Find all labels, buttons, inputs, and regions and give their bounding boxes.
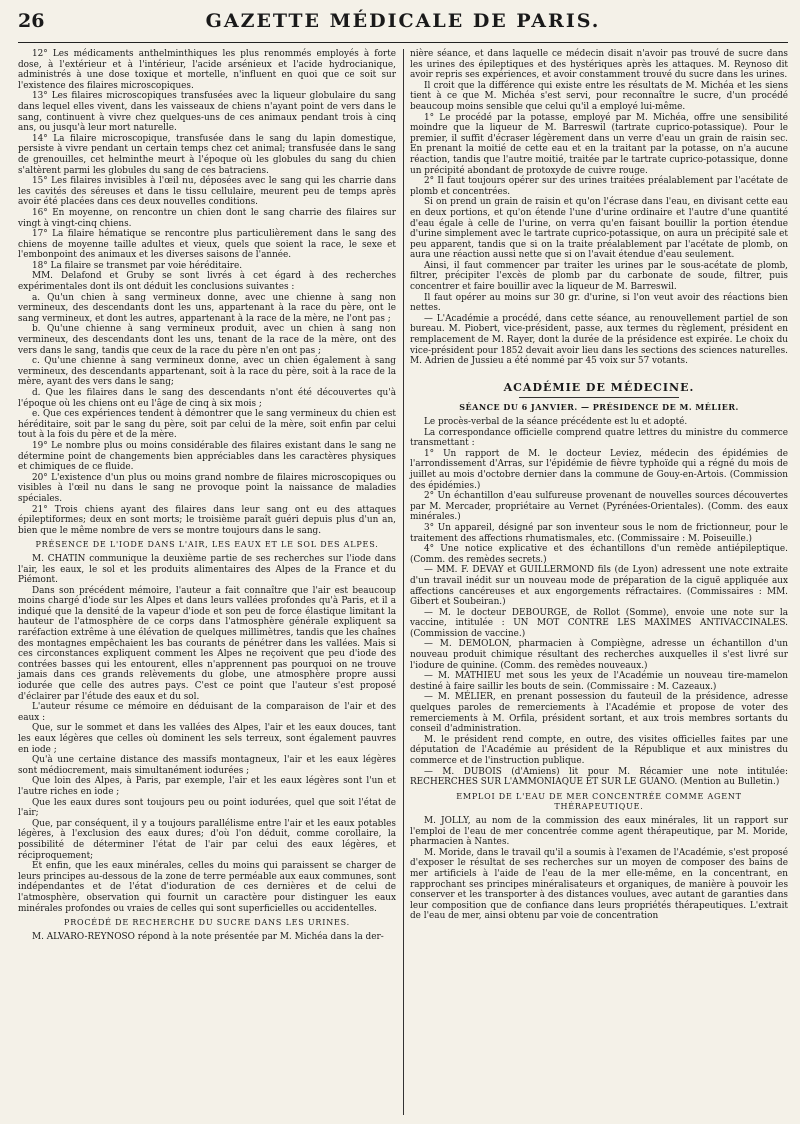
page-header [18, 10, 788, 43]
paragraph: 20° L'existence d'un plus ou moins grand nombre de filaires microscopiques ou visibles à l'œil nu dans le sang ne provoque point la naissance de maladies spéciales. [18, 472, 396, 504]
paragraph: M. CHATIN communique la deuxième partie de ses recherches sur l'iode dans l'air, les eaux, le sol et les produits alimentaires des Alpes de la France et du Piémont. [18, 553, 396, 586]
newspaper-page [18, 10, 788, 1114]
paragraph: 3° Un appareil, désigné par son inventeur sous le nom de frictionneur, pour le traitement des affections rhumatismales, etc. (Commissaire : M. Poiseuille.) [410, 522, 788, 544]
paragraph: — L'Académie a procédé, dans cette séance, au renouvellement partiel de son bureau. M. Piobert, vice-président, passe, aux termes du règlement, président en remplacement de M. Rayer, dont la durée de la présidence est expirée. Le choix du vice-président pour 1852 devait avoir lieu dans les sections des sciences naturelles. M. Adrien de Jussieu a été nommé par 45 voix sur 57 votants. [410, 313, 788, 367]
journal-title: GAZETTE MÉDICALE DE PARIS. [205, 10, 601, 32]
section-heading: EMPLOI DE L'EAU DE MER CONCENTRÉE COMME AGENT THÉRAPEUTIQUE. [456, 791, 742, 812]
page-number: 26 [18, 10, 45, 32]
column-divider [403, 49, 404, 1115]
divider [519, 397, 679, 398]
paragraph: Si on prend un grain de raisin et qu'on l'écrase dans l'eau, en divisant cette eau en deux portions, et qu'on étende l'une d'urine ordinaire et l'autre d'une quantité d'eau égale à celle de l'urine, on verra qu'en faisant bouillir la portion étendue d'urine simplement avec le tartrate cuprico-potassique, on aura un précipité sale et peu apparent, tandis que si on la traite préalablement par l'acétate de plomb, on aura une réaction aussi nette que si on l'avait étendue d'eau seulement. [410, 197, 788, 261]
paragraph: 15° Les filaires invisibles à l'œil nu, déposées avec le sang qui les charrie dans les cavités des séreuses et dans le tissu cellulaire, meurent peu de temps après avoir été placées dans ces deux nouvelles conditions. [18, 176, 396, 208]
paragraph: b. Qu'une chienne à sang vermineux produit, avec un chien à sang non vermineux, des descendants dont les uns, tenant de la race de la mère, ont des vers dans le sang, tandis que ceux de la race du père n'en ont pas ; [18, 324, 396, 356]
section-heading: PRÉSENCE DE L'IODE DANS L'AIR, LES EAUX ET LE SOL DES ALPES. [35, 540, 379, 550]
paragraph: Dans son précédent mémoire, l'auteur a fait connaître que l'air est beaucoup moins chargé d'iode sur les Alpes et dans leurs vallées profondes qu'à Paris, et il a indiqué que la densité de la vapeur d'iode et son peu de force élastique limitant la hauteur de l'atmosphère de ce corps dans l'atmosphère générale expliquent sa raréfaction extrême à une élévation de quelques millimètres, tandis que les chaînes des montagnes empêchaient les bas courants de pénétrer dans les vallées. Mais si ces circonstances expliquent comment les Alpes ne reçoivent que peu d'iode des contrées basses qui les entourent, elles n'apprennent pas pourquoi on ne trouve jamais dans ces grands relèvements du globe, une atmosphère propre aussi iodurée que celle des autres pays. C'est ce point que l'auteur s'est proposé d'éclairer par l'étude des eaux et du sol. [18, 585, 396, 702]
paragraph: nière séance, et dans laquelle ce médecin disait n'avoir pas trouvé de sucre dans les urines des épileptiques et des hystériques après les attaques. M. Reynoso dit avoir repris ses expériences, et avoir constamment trouvé du sucre dans les urines. [410, 49, 788, 81]
paragraph: MM. Delafond et Gruby se sont livrés à cet égard à des recherches expérimentales dont ils ont déduit les conclusions suivantes : [18, 271, 396, 293]
paragraph: 16° En moyenne, on rencontre un chien dont le sang charrie des filaires sur vingt à vingt-cinq chiens. [18, 207, 396, 229]
paragraph: Que les eaux dures sont toujours peu ou point iodurées, quel que soit l'état de l'air; [18, 797, 396, 819]
paragraph: — MM. F. DEVAY et GUILLERMOND fils (de Lyon) adressent une note extraite d'un travail inédit sur un nouveau mode de préparation de la ciguë appliquée aux affections cancéreuses et aux engorgements réfractaires. (Commissaires : MM. Gibert et Soubeiran.) [410, 565, 788, 608]
paragraph: Que, sur le sommet et dans les vallées des Alpes, l'air et les eaux douces, tant les eaux légères que celles où dominent les sels terreux, sont également pauvres en iode ; [18, 723, 396, 755]
paragraph: La correspondance officielle comprend quatre lettres du ministre du commerce transmettant : [410, 427, 788, 449]
right-column [410, 49, 788, 922]
paragraph: Que loin des Alpes, à Paris, par exemple, l'air et les eaux légères sont l'un et l'autre riches en iode ; [18, 776, 396, 797]
paragraph: Il croit que la différence qui existe entre les résultats de M. Michéa et les siens tient à ce que M. Michéa s'est servi, pour reconnaître le sucre, d'un procédé beaucoup moins sensible que celui qu'il a employé lui-même. [410, 80, 788, 112]
paragraph: 18° La filaire se transmet par voie héréditaire. [32, 260, 243, 271]
paragraph: 4° Une notice explicative et des échantillons d'un remède antiépileptique. (Comm. des remèdes secrets.) [410, 544, 788, 565]
paragraph: 19° Le nombre plus ou moins considérable des filaires existant dans le sang ne détermine point de changements bien appréciables dans les caractères physiques et chimiques de ce fluide. [18, 440, 396, 473]
paragraph: Ainsi, il faut commencer par traiter les urines par le sous-acétate de plomb, filtrer, précipiter l'excès de plomb par du carbonate de soude, filtrer, puis concentrer et faire bouillir avec la liqueur de M. Barreswil. [410, 260, 788, 293]
section-heading: PROCÉDÉ DE RECHERCHE DU SUCRE DANS LES URINES. [64, 918, 350, 928]
paragraph: — M. MÉLIER, en prenant possession du fauteuil de la présidence, adresse quelques paroles de remerciements à l'Académie et propose de voter des remerciements à M. Orfila, président sortant, et aux trois membres sortants du conseil d'administration. [410, 692, 788, 735]
paragraph: M. le président rend compte, en outre, des visites officielles faites par une députation de l'Académie au président de la République et aux ministres du commerce et de l'instruction publique. [410, 734, 788, 766]
paragraph: — M. le docteur DEBOURGE, de Rollot (Somme), envoie une note sur la vaccine, intitulée : UN MOT CONTRE LES MAXIMES ANTIVACCINALES. (Commission de vaccine.) [410, 607, 788, 639]
paragraph: Qu'à une certaine distance des massifs montagneux, l'air et les eaux légères sont médiocrement, mais simultanément iodurées ; [18, 755, 396, 776]
left-column [18, 49, 396, 942]
paragraph: d. Que les filaires dans le sang des descendants n'ont été découvertes qu'à l'époque où les chiens ont eu l'âge de cinq à six mois ; [18, 388, 396, 409]
paragraph: 2° Il faut toujours opérer sur des urines traitées préalablement par l'acétate de plomb et concentrées. [410, 176, 788, 197]
paragraph: — M. DUBOIS (d'Amiens) lit pour M. Récamier une note intitulée: RECHERCHES SUR L'AMMONIAQUE ET SUR LE GUANO. (Mention au Bulletin.) [410, 766, 788, 788]
columns [18, 49, 788, 1115]
paragraph: — M. MATHIEU met sous les yeux de l'Académie un nouveau tire-mamelon destiné à faire saillir les bouts de sein. (Commissaire : M. Cazeaux.) [410, 671, 788, 692]
paragraph: 12° Les médicaments anthelminthiques les plus renommés employés à forte dose, à l'extérieur et à l'intérieur, l'acide arsénieux et l'acide hydrocianique, administrés à une dose toxique et mortelle, n'influent en quoi que ce soit sur l'existence des filaires microscopiques. [18, 49, 396, 91]
paragraph: 21° Trois chiens ayant des filaires dans leur sang ont eu des attaques épileptiformes; deux en sont morts; le troisième paraît guéri depuis plus d'un an, bien que le même nombre de vers se montre toujours dans le sang. [18, 504, 396, 536]
paragraph: 17° La filaire hématique se rencontre plus particulièrement dans le sang des chiens de moyenne taille adultes et vieux, quels que soient la race, le sexe et l'embonpoint des animaux et les diverses saisons de l'année. [18, 229, 396, 261]
paragraph: 1° Le procédé par la potasse, employé par M. Michéa, offre une sensibilité moindre que la liqueur de M. Barreswil (tartrate cuprico-potassique). Pour le premier, il suffit d'écraser légèrement dans un verre d'eau un grain de raisin sec. En prenant la moitié de cette eau et en la traitant par la potasse, on n'a aucune réaction, tandis que l'autre moitié, traitée par le tartrate cuprico-potassique, donne un précipité abondant de protoxyde de cuivre rouge. [410, 112, 788, 176]
paragraph: 14° La filaire microscopique, transfusée dans le sang du lapin domestique, persiste à vivre pendant un certain temps chez cet animal; transfusée dans le sang de grenouilles, cet helminthe meurt à l'époque où les globules du sang du chien s'altèrent parmi les globules du sang de ces batraciens. [18, 133, 396, 176]
paragraph: Le procès-verbal de la séance précédente est lu et adopté. [424, 417, 688, 427]
paragraph: Et enfin, que les eaux minérales, celles du moins qui paraissent se charger de leurs principes au-dessous de la zone de terre perméable aux eaux communes, sont indépendantes et de l'état d'ioduration de ces dernières et de celui de l'atmosphère, observation qui fournit un caractère pour distinguer les eaux minérales profondes ou vraies de celles qui sont superficielles ou accidentelles. [18, 861, 396, 914]
paragraph: 1° Un rapport de M. le docteur Leviez, médecin des épidémies de l'arrondissement d'Arras, sur l'épidémie de fièvre typhoïde qui a régné du mois de juillet au mois d'octobre dernier dans la commune de Gouy-en-Artois. (Commission des épidémies.) [410, 448, 788, 491]
section-title: ACADÉMIE DE MÉDECINE. [503, 380, 695, 394]
paragraph: 13° Les filaires microscopiques transfusées avec la liqueur globulaire du sang dans lequel elles vivent, dans les vaisseaux de chiens n'ayant point de vers dans le sang, continuent à vivre chez quelques-uns de ces animaux pendant trois à cinq ans, ou jusqu'à leur mort naturelle. [18, 91, 396, 134]
paragraph: — M. DEMOLON, pharmacien à Compiègne, adresse un échantillon d'un nouveau produit chimique résultant des recherches auxquelles il s'est livré sur l'iodure de quinine. (Comm. des remèdes nouveaux.) [410, 639, 788, 671]
paragraph: M. ALVARO-REYNOSO répond à la note présentée par M. Michéa dans la der- [32, 931, 384, 942]
session-heading: SÉANCE DU 6 JANVIER. — PRÉSIDENCE DE M. MÉLIER. [459, 402, 739, 413]
paragraph: a. Qu'un chien à sang vermineux donne, avec une chienne à sang non vermineux, des descendants dont les uns, appartenant à la race du père, ont le sang vermineux, et dont les autres, appartenant à la race de la mère, ne l'ont pas ; [18, 292, 396, 324]
paragraph: 2° Un échantillon d'eau sulfureuse provenant de nouvelles sources découvertes par M. Mercader, propriétaire au Vernet (Pyrénées-Orientales). (Comm. des eaux minérales.) [410, 491, 788, 523]
paragraph: Que, par conséquent, il y a toujours parallélisme entre l'air et les eaux potables légères, à l'exclusion des eaux dures; d'où l'on déduit, comme corollaire, la possibilité de déterminer l'état de l'air par celui des eaux légères, et réciproquement; [18, 818, 396, 861]
paragraph: M. JOLLY, au nom de la commission des eaux minérales, lit un rapport sur l'emploi de l'eau de mer concentrée comme agent thérapeutique, par M. Moride, pharmacien à Nantes. [410, 815, 788, 848]
paragraph: c. Qu'une chienne à sang vermineux donne, avec un chien également à sang vermineux, des descendants appartenant, soit à la race du père, soit à la race de la mère, ayant des vers dans le sang; [18, 356, 396, 388]
paragraph: Il faut opérer au moins sur 30 gr. d'urine, si l'on veut avoir des réactions bien nettes. [410, 292, 788, 314]
paragraph: L'auteur résume ce mémoire en déduisant de la comparaison de l'air et des eaux : [18, 702, 396, 723]
paragraph: e. Que ces expériences tendent à démontrer que le sang vermineux du chien est héréditaire, soit par le sang du père, soit par celui de la mère, soit enfin par celui tout à la fois du père et de la mère. [18, 409, 396, 441]
paragraph: M. Moride, dans le travail qu'il a soumis à l'examen de l'Académie, s'est proposé d'exposer le résultat de ses recherches sur un moyen de composer des bains de mer artificiels à l'aide de l'eau de la mer elle-même, en la concentrant, en rapprochant ses principes minéralisateurs et organiques, de manière à pouvoir les conserver et les transporter à des distances voulues, avec autant de garanties dans leur composition que de confiance dans leurs propriétés thérapeutiques. L'extrait de l'eau de mer, ainsi obtenu par voie de concentration [410, 847, 788, 922]
